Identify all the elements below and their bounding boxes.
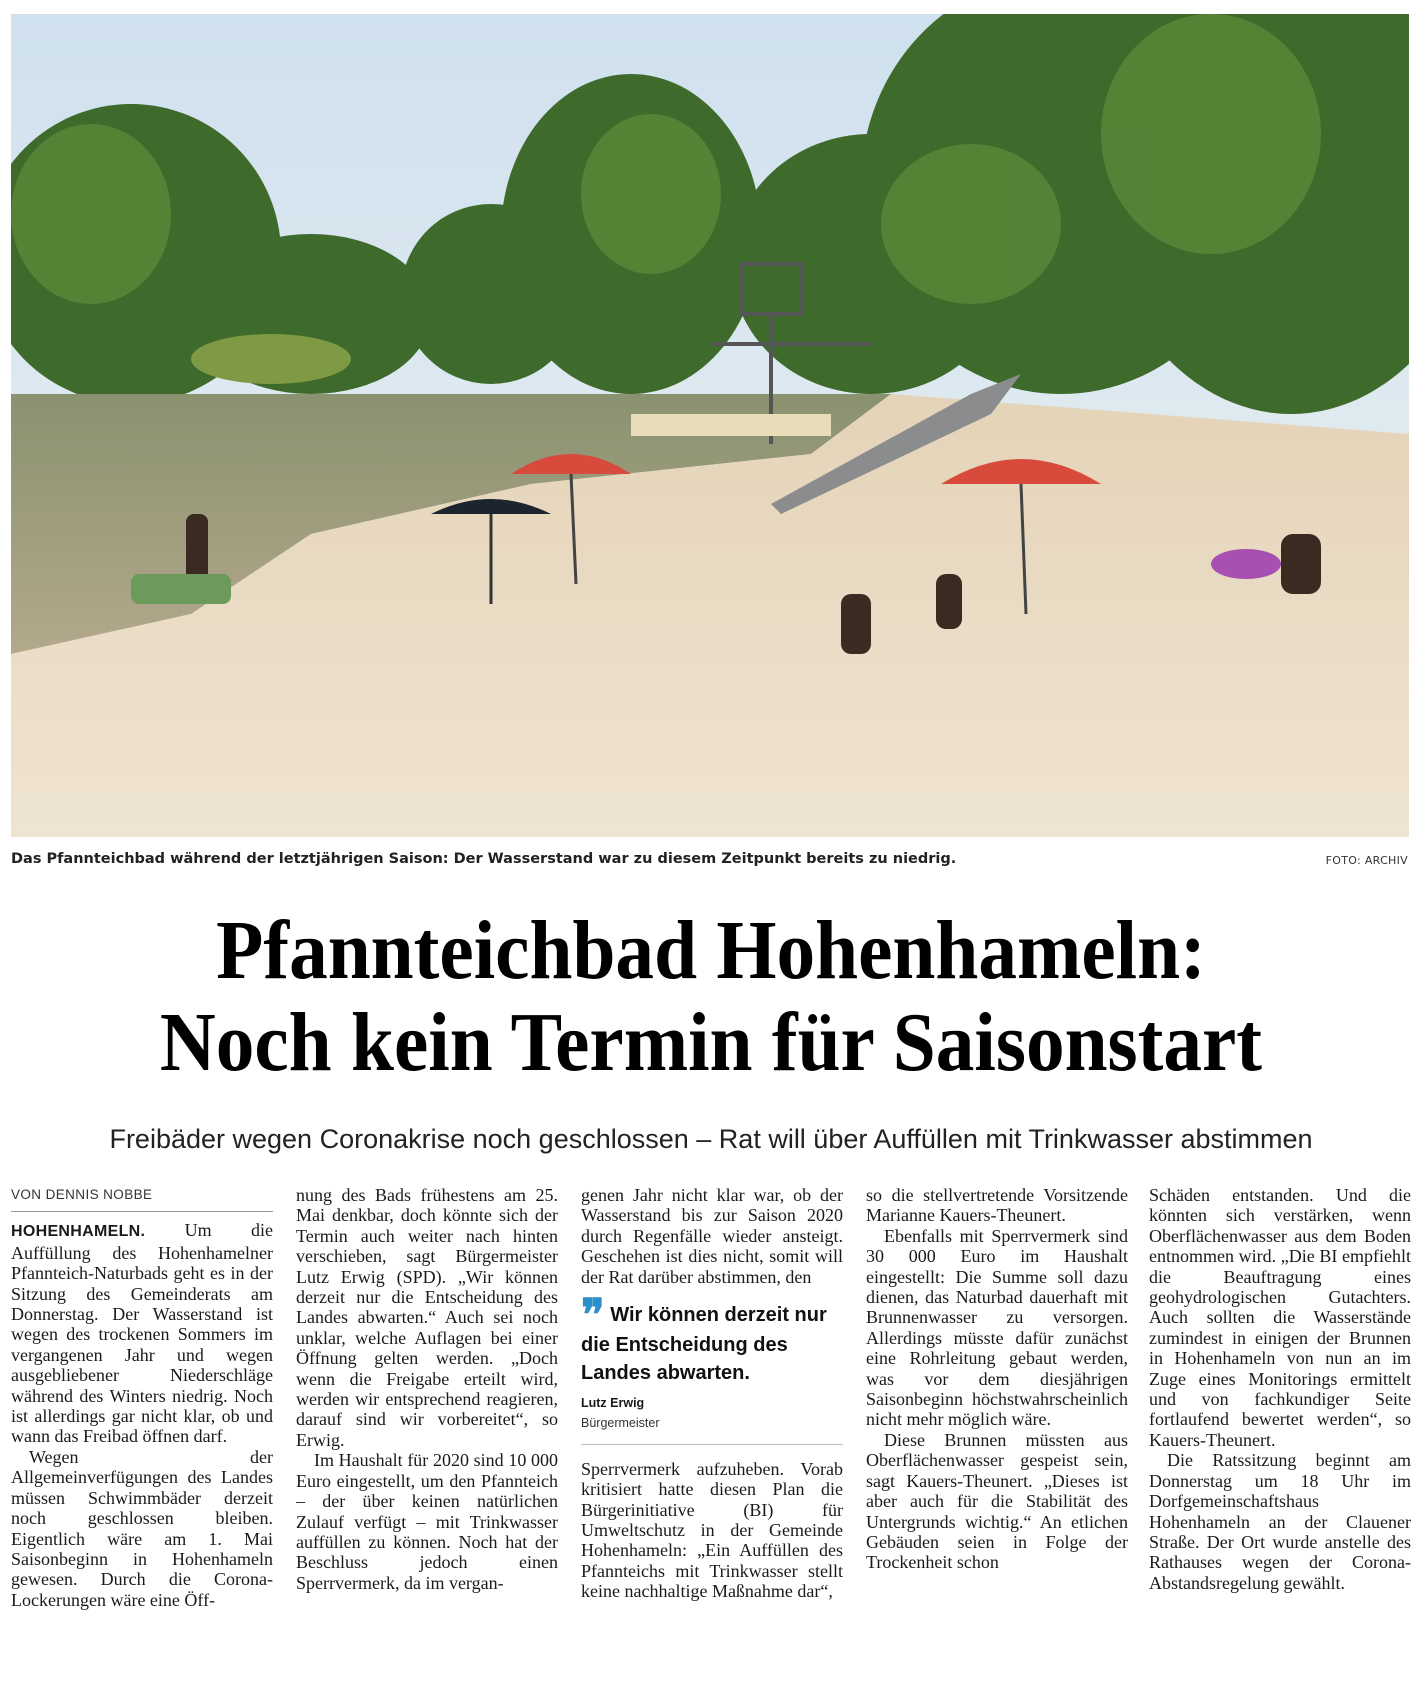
paragraph	[11, 1220, 273, 1446]
headline-line-2: Noch kein Termin für Saisonstart	[159, 996, 1263, 1089]
paragraph: genen Jahr nicht klar war, ob der Wasserstand bis zur Saison 2020 durch Regenfälle wieder ansteigt. Geschehen ist dies nicht, somit will der Rat darüber abstimmen, den	[581, 1185, 843, 1287]
photo-caption: Das Pfannteichbad während der letztjährigen Saison: Der Wasserstand war zu diesem Zeitpunkt bereits zu niedrig.	[11, 851, 957, 867]
byline: VON DENNIS NOBBE	[11, 1185, 273, 1212]
dateline: HOHENHAMELN.	[11, 1223, 146, 1241]
paragraph: Ebenfalls mit Sperrvermerk sind 30 000 Euro im Haushalt eingestellt: Die Summe soll dazu dienen, das Naturbad dauerhaft mit Brunnenwasser zu versorgen. Allerdings müsste dafür zunächst eine Rohrleitung gebaut werden, was vor dem diesjährigen Saisonbeginn höchstwahrscheinlich nicht mehr möglich wäre.	[866, 1225, 1128, 1430]
article-photo	[11, 14, 1409, 837]
pull-quote	[581, 1291, 843, 1445]
headline	[57, 905, 1365, 1089]
pull-quote-role: Bürgermeister	[581, 1413, 843, 1444]
pull-quote-author: Lutz Erwig	[581, 1396, 645, 1411]
headline-line-1: Pfannteichbad Hohenhameln:	[216, 904, 1206, 997]
pull-quote-body: Wir können derzeit nur die Entscheidung des Landes abwarten.	[581, 1304, 827, 1385]
column-2	[296, 1185, 558, 1685]
column-3	[581, 1185, 843, 1685]
paragraph: Diese Brunnen müssten aus Oberflächenwasser gespeist sein, sagt Kauers-Theunert. „Dieses ist aber auch für die Stabilität des Untergrunds wichtig.“ An etlichen Gebäuden seien in Folge der Trockenheit schon	[866, 1429, 1128, 1573]
paragraph-text: Um die Auffüllung des Hohenhamelner Pfannteich-Naturbads geht es in der Sitzung des Gemeinderats am Donnerstag. Der Wasserstand ist wegen des trockenen Sommers im vergangenen Jahr und wegen ausgebliebener Niederschläge während des Winters niedrig. Noch ist allerdings gar nicht klar, ob und wann das Freibad öffnen darf.	[11, 1220, 273, 1447]
lido-beach-photo	[11, 14, 1409, 837]
paragraph: Wegen der Allgemeinverfügungen des Landes müssen Schwimmbäder derzeit noch geschlossen bleiben. Eigentlich wäre am 1. Mai Saisonbeginn in Hohenhameln gewesen. Durch die Corona-Lockerungen wäre eine Öff-	[11, 1446, 273, 1610]
paragraph: so die stellvertretende Vorsitzende Marianne Kauers-Theunert.	[866, 1185, 1128, 1226]
paragraph: Sperrvermerk aufzuheben. Vorab kritisiert hatte diesen Plan die Bürgerinitiative (BI) für Umweltschutz in der Gemeinde Hohenhameln: „Ein Auffüllen des Pfannteichs mit Trinkwasser stellt keine nachhaltige Maßnahme dar“,	[581, 1458, 843, 1602]
paragraph: Die Ratssitzung beginnt am Donnerstag um 18 Uhr im Dorfgemeinschaftshaus Hohenhameln an der Clauener Straße. Der Ort wurde anstelle des Rathauses wegen der Corona-Abstandsregelung gewählt.	[1149, 1450, 1411, 1593]
subheadline: Freibäder wegen Coronakrise noch geschlossen – Rat will über Auffüllen mit Trinkwasser abstimmen	[109, 1124, 1313, 1154]
column-4	[866, 1185, 1128, 1685]
paragraph: Schäden entstanden. Und die könnten sich verstärken, wenn Oberflächenwasser aus dem Boden entnommen wird. „Die BI empfiehlt die Beauftragung eines geohydrologischen Gutachters. Auch sollten die Wasserstände zumindest in einigen der Brunnen in Hohenhameln von nun an im Zuge eines Monitorings ermittelt und von fachkundiger Seite fortlaufend bewertet werden“, so Kauers-Theunert.	[1149, 1185, 1411, 1450]
quote-mark-icon: ❞	[581, 1291, 605, 1341]
column-5	[1149, 1185, 1411, 1685]
paragraph: Im Haushalt für 2020 sind 10 000 Euro eingestellt, um den Pfannteich – der über keinen natürlichen Zulauf verfügt – mit Trinkwasser auffüllen zu können. Noch hat der Beschluss jedoch einen Sperrvermerk, da im vergan-	[296, 1450, 558, 1593]
article-body	[11, 1185, 1411, 1685]
paragraph: nung des Bads frühestens am 25. Mai denkbar, doch könnte sich der Termin auch weiter nach hinten verschieben, sagt Bürgermeister Lutz Erwig (SPD). „Wir können derzeit nur die Entscheidung des Landes abwarten.“ Auch sei noch unklar, welche Auflagen bei einer Öffnung gelten werden. „Doch wenn die Freigabe erteilt wird, werden wir entsprechend reagieren, darauf sind wir vorbereitet“, so Erwig.	[296, 1185, 558, 1450]
pull-quote-text	[581, 1291, 843, 1387]
photo-credit: FOTO: ARCHIV	[1325, 854, 1408, 867]
column-1	[11, 1185, 273, 1685]
